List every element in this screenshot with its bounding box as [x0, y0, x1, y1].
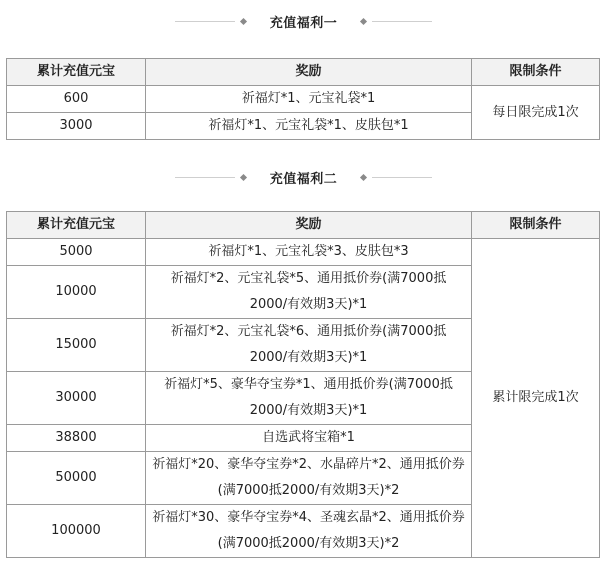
- diamond-icon: [240, 17, 247, 24]
- amount-cell: 15000: [7, 319, 146, 372]
- reward-cell: 祈福灯*1、元宝礼袋*1: [146, 86, 472, 113]
- table-header-row: [7, 212, 600, 239]
- amount-cell: 600: [7, 86, 146, 113]
- header-limit: 限制条件: [472, 212, 600, 239]
- table-row: [7, 239, 600, 266]
- amount-cell: 38800: [7, 425, 146, 452]
- heading-right-line: [372, 21, 432, 22]
- section2-table: [6, 211, 600, 558]
- section1-heading: [0, 10, 607, 32]
- amount-cell: 50000: [7, 452, 146, 505]
- reward-cell: 祈福灯*5、豪华夺宝券*1、通用抵价券(满7000抵2000/有效期3天)*1: [146, 372, 472, 425]
- header-amount: 累计充值元宝: [7, 212, 146, 239]
- reward-cell: 祈福灯*30、豪华夺宝券*4、圣魂玄晶*2、通用抵价券(满7000抵2000/有效期3天)*2: [146, 505, 472, 558]
- heading-right-line: [372, 177, 432, 178]
- amount-cell: 3000: [7, 113, 146, 140]
- header-amount: 累计充值元宝: [7, 59, 146, 86]
- section1-title: 充值福利一: [269, 15, 338, 31]
- diamond-icon: [360, 173, 367, 180]
- diamond-icon: [360, 17, 367, 24]
- header-limit: 限制条件: [472, 59, 600, 86]
- table-header-row: [7, 59, 600, 86]
- header-reward: 奖励: [146, 212, 472, 239]
- reward-cell: 祈福灯*2、元宝礼袋*5、通用抵价券(满7000抵2000/有效期3天)*1: [146, 266, 472, 319]
- limit-cell: 累计限完成1次: [472, 239, 600, 558]
- reward-cell: 祈福灯*1、元宝礼袋*1、皮肤包*1: [146, 113, 472, 140]
- section2-heading: [0, 166, 607, 188]
- reward-cell: 自选武将宝箱*1: [146, 425, 472, 452]
- header-reward: 奖励: [146, 59, 472, 86]
- reward-cell: 祈福灯*2、元宝礼袋*6、通用抵价券(满7000抵2000/有效期3天)*1: [146, 319, 472, 372]
- reward-cell: 祈福灯*20、豪华夺宝券*2、水晶碎片*2、通用抵价券(满7000抵2000/有效期3天)*2: [146, 452, 472, 505]
- reward-cell: 祈福灯*1、元宝礼袋*3、皮肤包*3: [146, 239, 472, 266]
- amount-cell: 30000: [7, 372, 146, 425]
- section2-title: 充值福利二: [269, 171, 338, 187]
- amount-cell: 100000: [7, 505, 146, 558]
- heading-left-line: [175, 177, 235, 178]
- section1-table: [6, 58, 600, 140]
- table-row: [7, 86, 600, 113]
- amount-cell: 10000: [7, 266, 146, 319]
- diamond-icon: [240, 173, 247, 180]
- limit-cell: 每日限完成1次: [472, 86, 600, 140]
- heading-left-line: [175, 21, 235, 22]
- amount-cell: 5000: [7, 239, 146, 266]
